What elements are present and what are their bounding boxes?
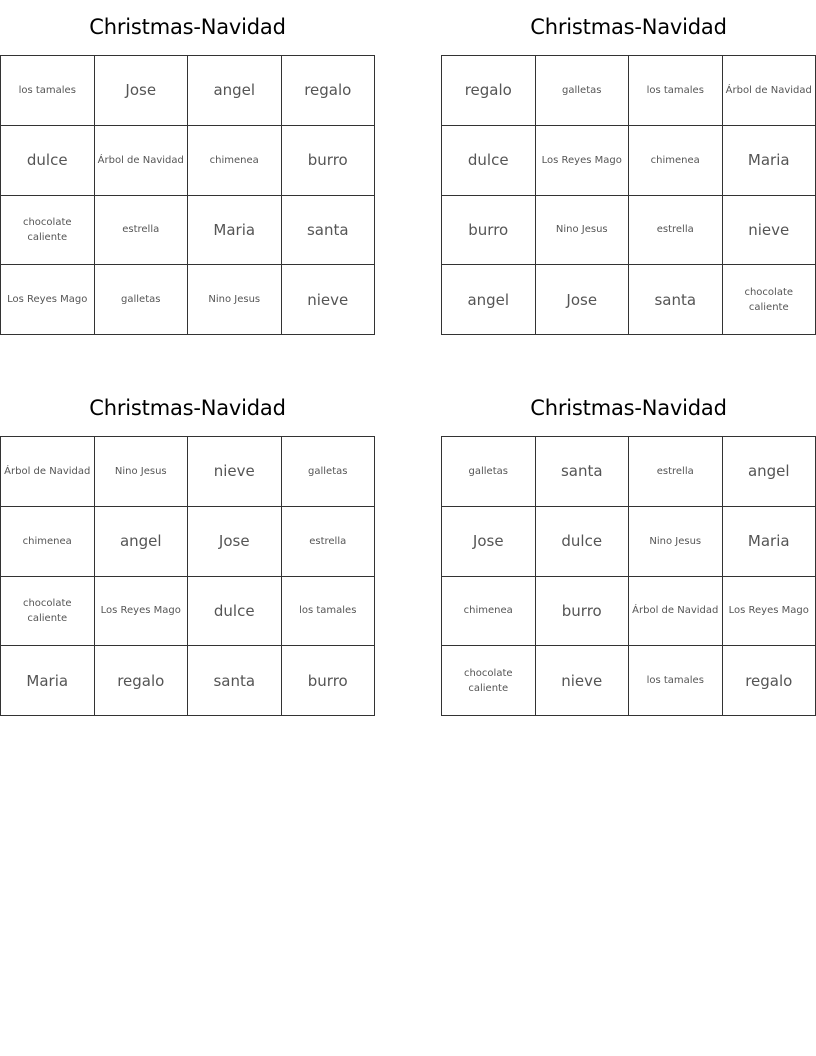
bingo-cell: santa (188, 646, 282, 716)
bingo-cell: estrella (629, 196, 723, 266)
bingo-cell: regalo (442, 56, 536, 126)
bingo-cell: Nino Jesus (188, 265, 282, 335)
bingo-cell: chocolate caliente (723, 265, 816, 335)
bingo-cell: santa (282, 196, 376, 266)
bingo-cell: dulce (188, 577, 282, 647)
bingo-cell: angel (723, 437, 816, 507)
card-title: Christmas-Navidad (530, 396, 727, 420)
bingo-cell: Los Reyes Mago (723, 577, 816, 647)
bingo-grid (441, 436, 816, 716)
bingo-cell: nieve (536, 646, 630, 716)
bingo-cell: Maria (188, 196, 282, 266)
bingo-cell: chimenea (442, 577, 536, 647)
bingo-grid (0, 436, 375, 716)
bingo-cell: burro (282, 126, 376, 196)
bingo-cell: dulce (1, 126, 95, 196)
bingo-cell: chocolate caliente (442, 646, 536, 716)
bingo-cell: Árbol de Navidad (629, 577, 723, 647)
bingo-cell: Jose (536, 265, 630, 335)
bingo-cell: chocolate caliente (1, 577, 95, 647)
bingo-cell: dulce (442, 126, 536, 196)
bingo-cell: Árbol de Navidad (95, 126, 189, 196)
bingo-cell: galletas (282, 437, 376, 507)
bingo-cell: galletas (536, 56, 630, 126)
bingo-cell: estrella (629, 437, 723, 507)
bingo-cell: Maria (723, 507, 816, 577)
bingo-cell: regalo (95, 646, 189, 716)
bingo-cell: galletas (95, 265, 189, 335)
bingo-cell: Los Reyes Mago (95, 577, 189, 647)
bingo-cell: Jose (95, 56, 189, 126)
bingo-cell: los tamales (629, 56, 723, 126)
bingo-cell: burro (282, 646, 376, 716)
bingo-cell: Nino Jesus (536, 196, 630, 266)
bingo-cell: galletas (442, 437, 536, 507)
bingo-cell: regalo (723, 646, 816, 716)
bingo-cell: chimenea (188, 126, 282, 196)
bingo-cell: los tamales (282, 577, 376, 647)
card-title: Christmas-Navidad (530, 15, 727, 39)
bingo-cell: regalo (282, 56, 376, 126)
bingo-cell: santa (629, 265, 723, 335)
bingo-cell: Jose (442, 507, 536, 577)
bingo-cell: Árbol de Navidad (1, 437, 95, 507)
bingo-cell: estrella (282, 507, 376, 577)
bingo-cell: burro (536, 577, 630, 647)
bingo-cell: burro (442, 196, 536, 266)
bingo-cell: angel (188, 56, 282, 126)
bingo-cell: Maria (1, 646, 95, 716)
bingo-cell: Jose (188, 507, 282, 577)
bingo-cell: estrella (95, 196, 189, 266)
bingo-cell: nieve (723, 196, 816, 266)
bingo-cell: chocolate caliente (1, 196, 95, 266)
bingo-cell: nieve (282, 265, 376, 335)
bingo-grid (0, 55, 375, 335)
bingo-grid (441, 55, 816, 335)
bingo-cell: chimenea (1, 507, 95, 577)
bingo-cell: nieve (188, 437, 282, 507)
bingo-cell: los tamales (629, 646, 723, 716)
bingo-cell: Los Reyes Mago (536, 126, 630, 196)
bingo-cell: Los Reyes Mago (1, 265, 95, 335)
bingo-cell: Árbol de Navidad (723, 56, 816, 126)
card-title: Christmas-Navidad (89, 396, 286, 420)
bingo-cell: Nino Jesus (95, 437, 189, 507)
card-title: Christmas-Navidad (89, 15, 286, 39)
bingo-cell: Maria (723, 126, 816, 196)
bingo-cell: angel (442, 265, 536, 335)
bingo-cell: Nino Jesus (629, 507, 723, 577)
bingo-cell: angel (95, 507, 189, 577)
bingo-cell: dulce (536, 507, 630, 577)
bingo-cell: los tamales (1, 56, 95, 126)
bingo-cell: santa (536, 437, 630, 507)
bingo-cell: chimenea (629, 126, 723, 196)
